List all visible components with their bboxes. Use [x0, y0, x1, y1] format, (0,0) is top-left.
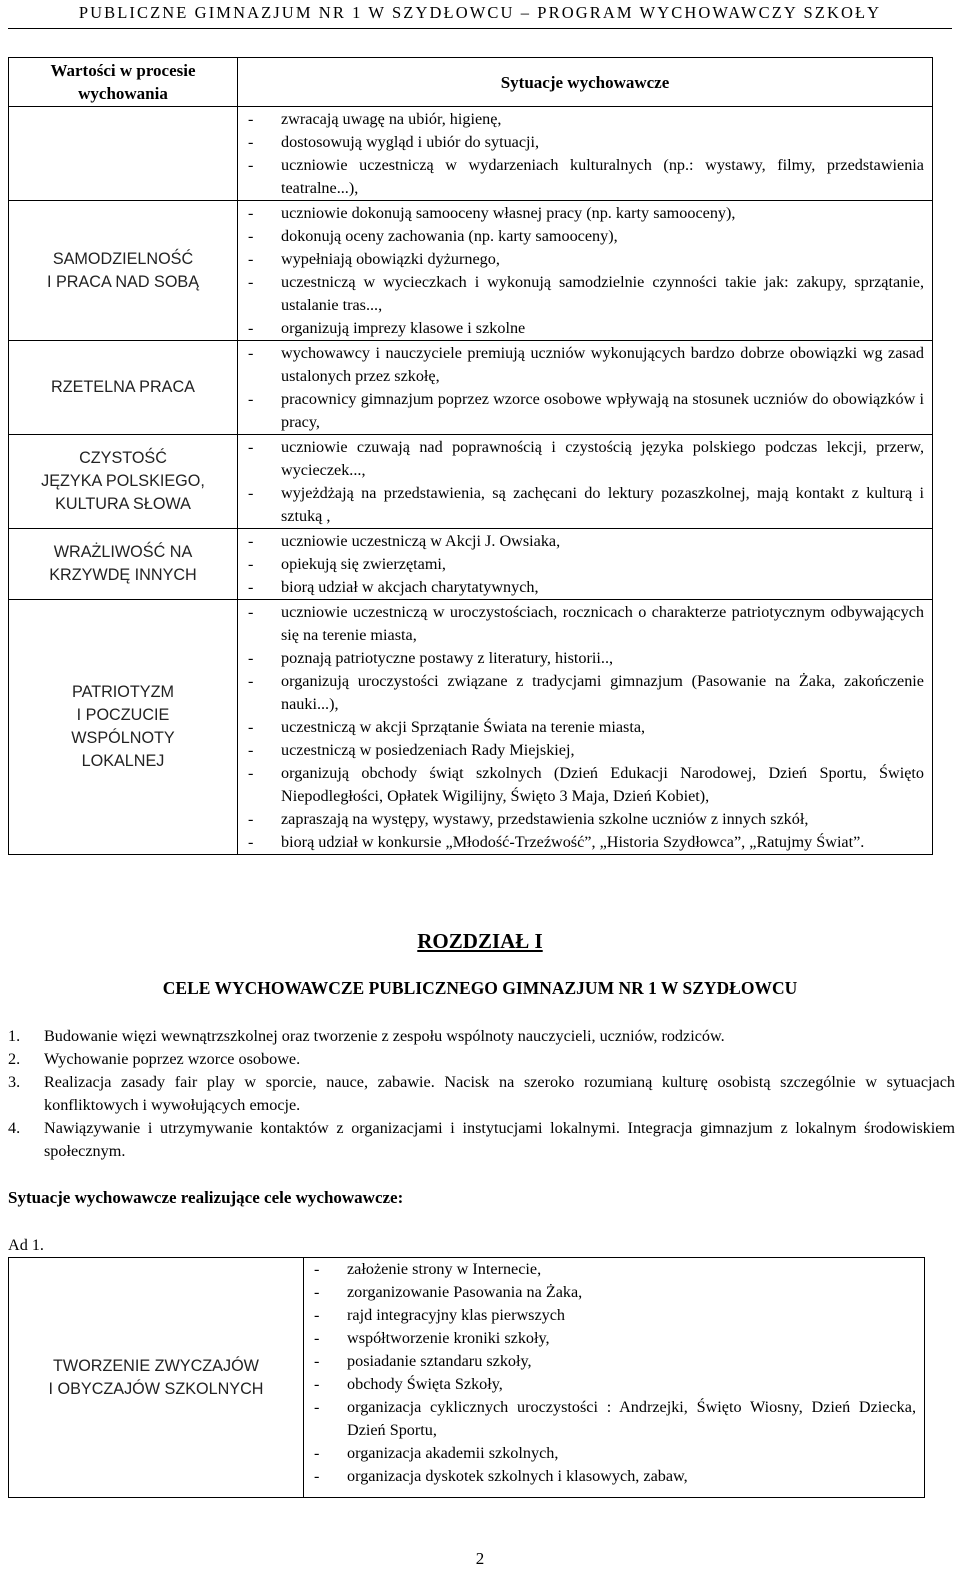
situations-list: [238, 600, 932, 854]
ad1-situations-cell: [304, 1258, 925, 1498]
values-column-header: Wartości w procesie wychowania: [9, 58, 238, 107]
list-item: - uczniowie uczestniczą w uroczystościach, rocznicach o charakterze patriotycznym odbywających się na terenie miasta,: [238, 601, 924, 647]
list-item: - zorganizowanie Pasowania na Żaka,: [304, 1281, 916, 1304]
table-row: [9, 1258, 925, 1498]
list-item: - poznają patriotyczne postawy z literatury, historii..,: [238, 647, 924, 670]
chapter-subtitle: CELE WYCHOWAWCZE PUBLICZNEGO GIMNAZJUM NR 1 W SZYDŁOWCU: [162, 978, 798, 998]
situations-cell: [238, 341, 933, 435]
list-item: - uczniowie dokonują samooceny własnej pracy (np. karty samooceny),: [238, 202, 924, 225]
page-number: 2: [475, 1549, 485, 1568]
table-row: [9, 435, 933, 529]
list-item: - dokonują oceny zachowania (np. karty samooceny),: [238, 225, 924, 248]
list-item: - zapraszają na występy, wystawy, przedstawienia szkolne uczniów z innych szkół,: [238, 808, 924, 831]
header-divider: [8, 28, 952, 29]
list-item: - współtworzenie kroniki szkoły,: [304, 1327, 916, 1350]
goal-text: Budowanie więzi wewnątrzszkolnej oraz tworzenie z zespołu wspólnoty nauczycieli, uczniów, rodziców.: [44, 1027, 725, 1045]
table-row: [9, 341, 933, 435]
list-item: - organizacja dyskotek szkolnych i klasowych, zabaw,: [304, 1465, 916, 1488]
ad1-label: Ad 1.: [8, 1236, 44, 1254]
list-item: - uczestniczą w posiedzeniach Rady Miejskiej,: [238, 739, 924, 762]
list-item: - zwracają uwagę na ubiór, higienę,: [238, 108, 924, 131]
goal-text: Nawiązywanie i utrzymywanie kontaktów z organizacjami i instytucjami lokalnymi. Integracja gimnazjum z lokalnym środowiskiem społecznym.: [44, 1119, 955, 1160]
ad1-value-cell: TWORZENIE ZWYCZAJÓW I OBYCZAJÓW SZKOLNYCH: [9, 1258, 304, 1498]
table-row: [9, 529, 933, 600]
list-item: - biorą udział w konkursie „Młodość-Trzeźwość”, „Historia Szydłowca”, „Ratujmy Świat”.: [238, 831, 924, 854]
goal-text: Realizacja zasady fair play w sporcie, nauce, zabawie. Nacisk na szeroko rozumianą kulturę osobistą szczególnie w sytuacjach konfliktowych i wywołujących emocje.: [44, 1073, 955, 1114]
goal-number: 2.: [8, 1050, 21, 1068]
situations-cell: [238, 435, 933, 529]
list-item: - rajd integracyjny klas pierwszych: [304, 1304, 916, 1327]
value-cell: WRAŻLIWOŚĆ NA KRZYWDĘ INNYCH: [9, 529, 238, 600]
list-item: - uczestniczą w akcji Sprzątanie Świata na terenie miasta,: [238, 716, 924, 739]
goal-number: 1.: [8, 1027, 21, 1045]
list-item: - uczestniczą w wycieczkach i wykonują samodzielnie czynności takie jak: zakupy, sprzątanie, ustalanie tras...,: [238, 271, 924, 317]
value-cell: [9, 107, 238, 201]
list-item: - organizują obchody świąt szkolnych (Dzień Edukacji Narodowej, Dzień Sportu, Święto Niepodległości, Opłatek Wigilijny, Święto 3 Maja, Dzień Kobiet),: [238, 762, 924, 808]
chapter-title: ROZDZIAŁ I: [417, 929, 543, 953]
situations-list: [238, 529, 932, 599]
goal-item: [8, 1071, 955, 1117]
goal-number: 3.: [8, 1073, 21, 1091]
value-cell: CZYSTOŚĆ JĘZYKA POLSKIEGO, KULTURA SŁOWA: [9, 435, 238, 529]
list-item: - pracownicy gimnazjum poprzez wzorce osobowe wpływają na stosunek uczniów do obowiązków i pracy,: [238, 388, 924, 434]
situations-cell: [238, 529, 933, 600]
table-header-row: [9, 58, 933, 107]
values-table: [8, 57, 933, 855]
value-cell: RZETELNA PRACA: [9, 341, 238, 435]
goal-item: [8, 1025, 955, 1048]
situations-list: [238, 107, 932, 200]
list-item: - obchody Święta Szkoły,: [304, 1373, 916, 1396]
value-cell: PATRIOTYZM I POCZUCIE WSPÓLNOTY LOKALNEJ: [9, 600, 238, 855]
list-item: - opiekują się zwierzętami,: [238, 553, 924, 576]
list-item: - posiadanie sztandaru szkoły,: [304, 1350, 916, 1373]
list-item: - uczniowie uczestniczą w wydarzeniach kulturalnych (np.: wystawy, filmy, przedstawienia teatralne...),: [238, 154, 924, 200]
situations-list: [238, 201, 932, 340]
table-row: [9, 600, 933, 855]
list-item: - wychowawcy i nauczyciele premiują uczniów wykonujących bardzo dobrze obowiązki wg zasad ustalonych przez szkołę,: [238, 342, 924, 388]
page-header: PUBLICZNE GIMNAZJUM NR 1 W SZYDŁOWCU – PROGRAM WYCHOWAWCZY SZKOŁY: [78, 3, 882, 22]
situations-cell: [238, 201, 933, 341]
list-item: - organizują uroczystości związane z tradycjami gimnazjum (Pasowanie na Żaka, zakończenie nauki...),: [238, 670, 924, 716]
list-item: - dostosowują wygląd i ubiór do sytuacji,: [238, 131, 924, 154]
ad1-situations-list: [304, 1258, 924, 1497]
list-item: - organizacja cyklicznych uroczystości : Andrzejki, Święto Wiosny, Dzień Dziecka, Dzień Sportu,: [304, 1396, 916, 1442]
situations-list: [238, 341, 932, 434]
ad1-table: [8, 1257, 925, 1498]
situations-cell: [238, 107, 933, 201]
list-item: - biorą udział w akcjach charytatywnych,: [238, 576, 924, 599]
situations-cell: [238, 600, 933, 855]
goal-text: Wychowanie poprzez wzorce osobowe.: [44, 1050, 301, 1068]
list-item: - wypełniają obowiązki dyżurnego,: [238, 248, 924, 271]
situations-heading: Sytuacje wychowawcze realizujące cele wychowawcze:: [8, 1188, 404, 1207]
goal-item: [8, 1117, 955, 1163]
goals-list: [8, 1025, 955, 1163]
table-row: [9, 201, 933, 341]
situations-list: [238, 435, 932, 528]
goal-number: 4.: [8, 1119, 21, 1137]
list-item: - uczniowie czuwają nad poprawnością i czystością języka polskiego podczas lekcji, przerw, wycieczek...,: [238, 436, 924, 482]
goal-item: [8, 1048, 955, 1071]
situations-column-header: Sytuacje wychowawcze: [238, 58, 933, 107]
table-row: [9, 107, 933, 201]
list-item: - wyjeżdżają na przedstawienia, są zachęcani do lektury pozaszkolnej, mają kontakt z kulturą i sztuką ,: [238, 482, 924, 528]
list-item: - uczniowie uczestniczą w Akcji J. Owsiaka,: [238, 530, 924, 553]
list-item: - organizują imprezy klasowe i szkolne: [238, 317, 924, 340]
list-item: - organizacja akademii szkolnych,: [304, 1442, 916, 1465]
value-cell: SAMODZIELNOŚĆ I PRACA NAD SOBĄ: [9, 201, 238, 341]
list-item: - założenie strony w Internecie,: [304, 1258, 916, 1281]
